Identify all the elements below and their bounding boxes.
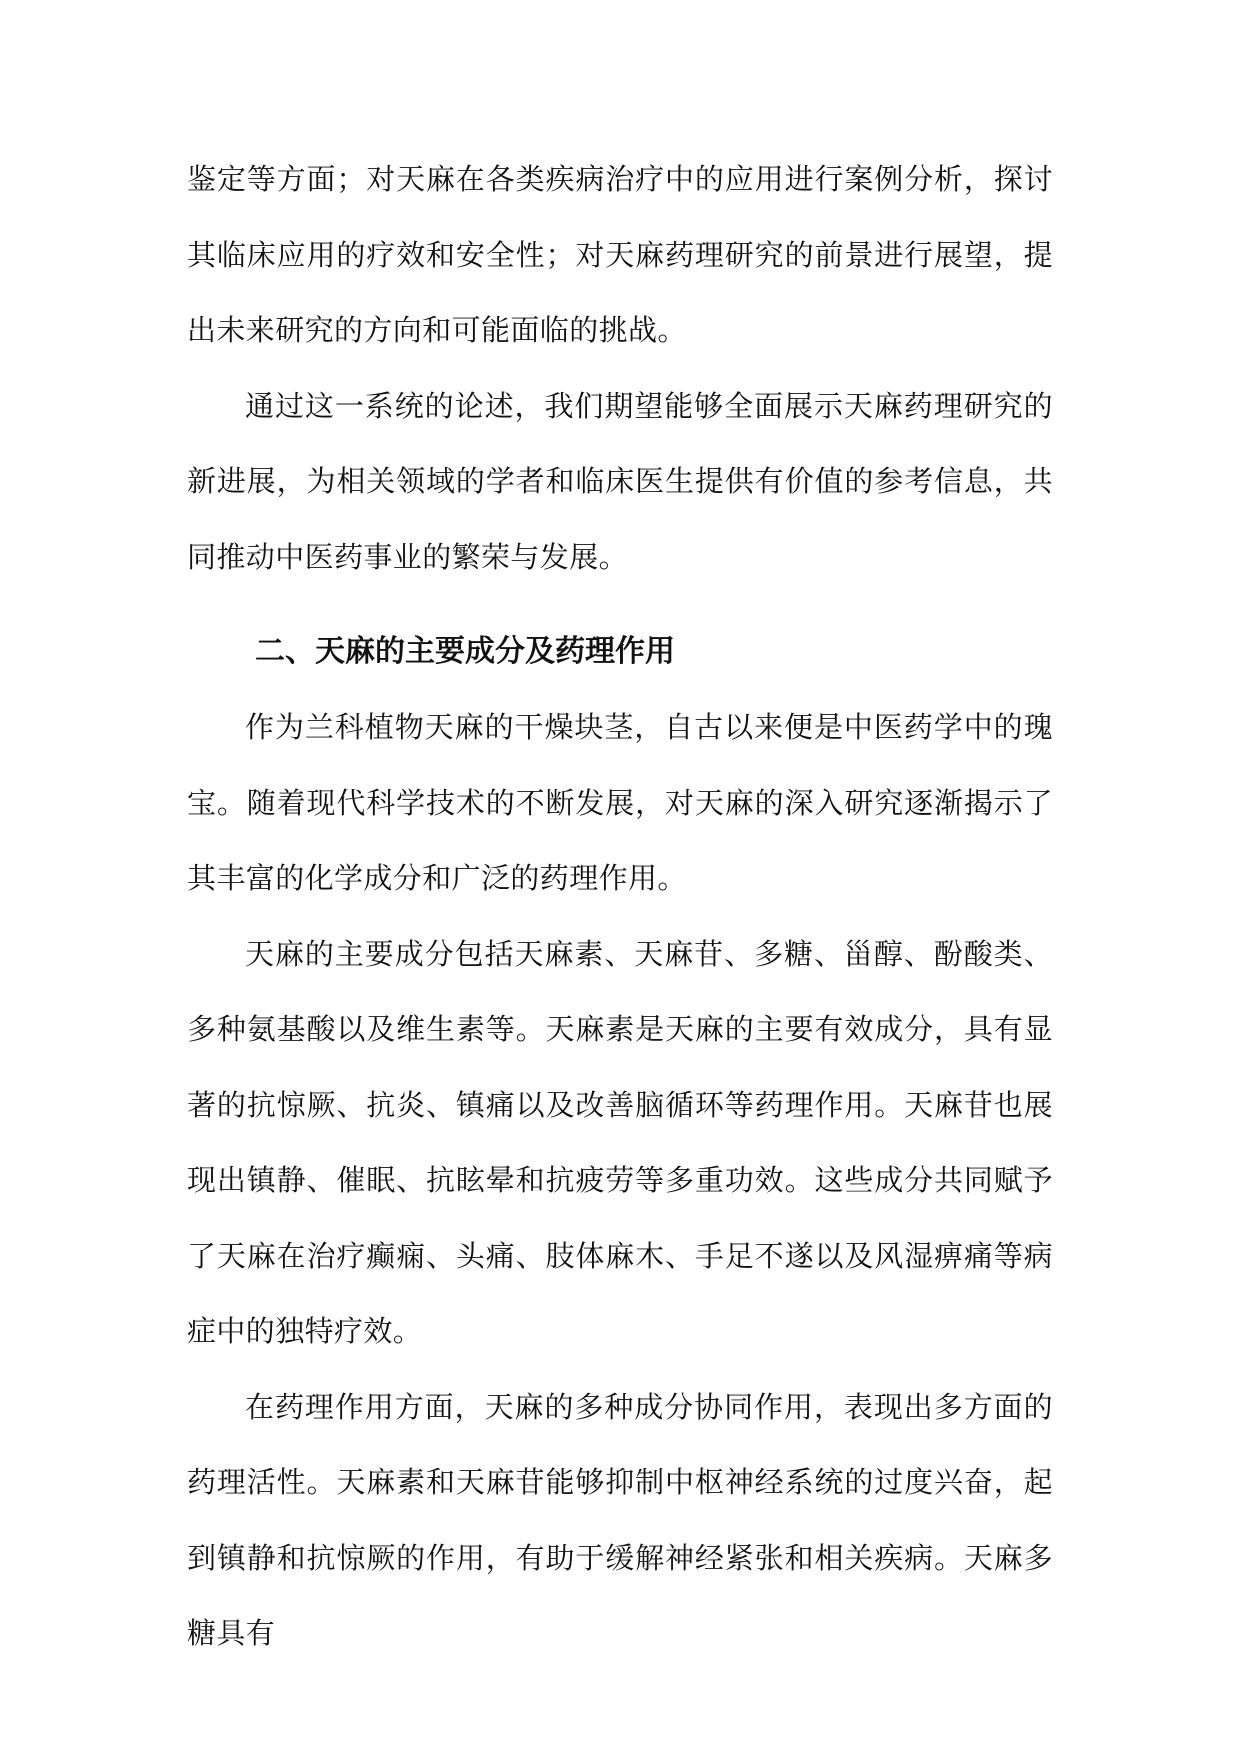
section-heading: 二、天麻的主要成分及药理作用 [255, 634, 675, 669]
paragraph-analysis-overview: 鉴定等方面；对天麻在各类疾病治疗中的应用进行案例分析，探讨其临床应用的疗效和安全性；对天麻药理研究的前景进行展望，提出未来研究的方向和可能面临的挑战。 [187, 162, 1053, 347]
paragraph-introduction: 作为兰科植物天麻的干燥块茎，自古以来便是中医药学中的瑰宝。随着现代科学技术的不断发展，对天麻的深入研究逐渐揭示了其丰富的化学成分和广泛的药理作用。 [187, 710, 1053, 895]
paragraph-main-components: 天麻的主要成分包括天麻素、天麻苷、多糖、甾醇、酚酸类、多种氨基酸以及维生素等。天麻素是天麻的主要有效成分，具有显著的抗惊厥、抗炎、镇痛以及改善脑循环等药理作用。天麻苷也展现出镇静、催眠、抗眩晕和抗疲劳等多重功效。这些成分共同赋予了天麻在治疗癫痫、头痛、肢体麻木、手足不遂以及风湿痹痛等病症中的独特疗效。 [187, 936, 1053, 1348]
paragraph-pharmacology: 在药理作用方面，天麻的多种成分协同作用，表现出多方面的药理活性。天麻素和天麻苷能够抑制中枢神经系统的过度兴奋，起到镇静和抗惊厥的作用，有助于缓解神经紧张和相关疾病。天麻多糖具有 [187, 1389, 1053, 1650]
document-body [187, 142, 1053, 1672]
section-heading-container [187, 632, 1053, 672]
paragraph-purpose: 通过这一系统的论述，我们期望能够全面展示天麻药理研究的新进展，为相关领域的学者和临床医生提供有价值的参考信息，共同推动中医药事业的繁荣与发展。 [187, 388, 1053, 574]
